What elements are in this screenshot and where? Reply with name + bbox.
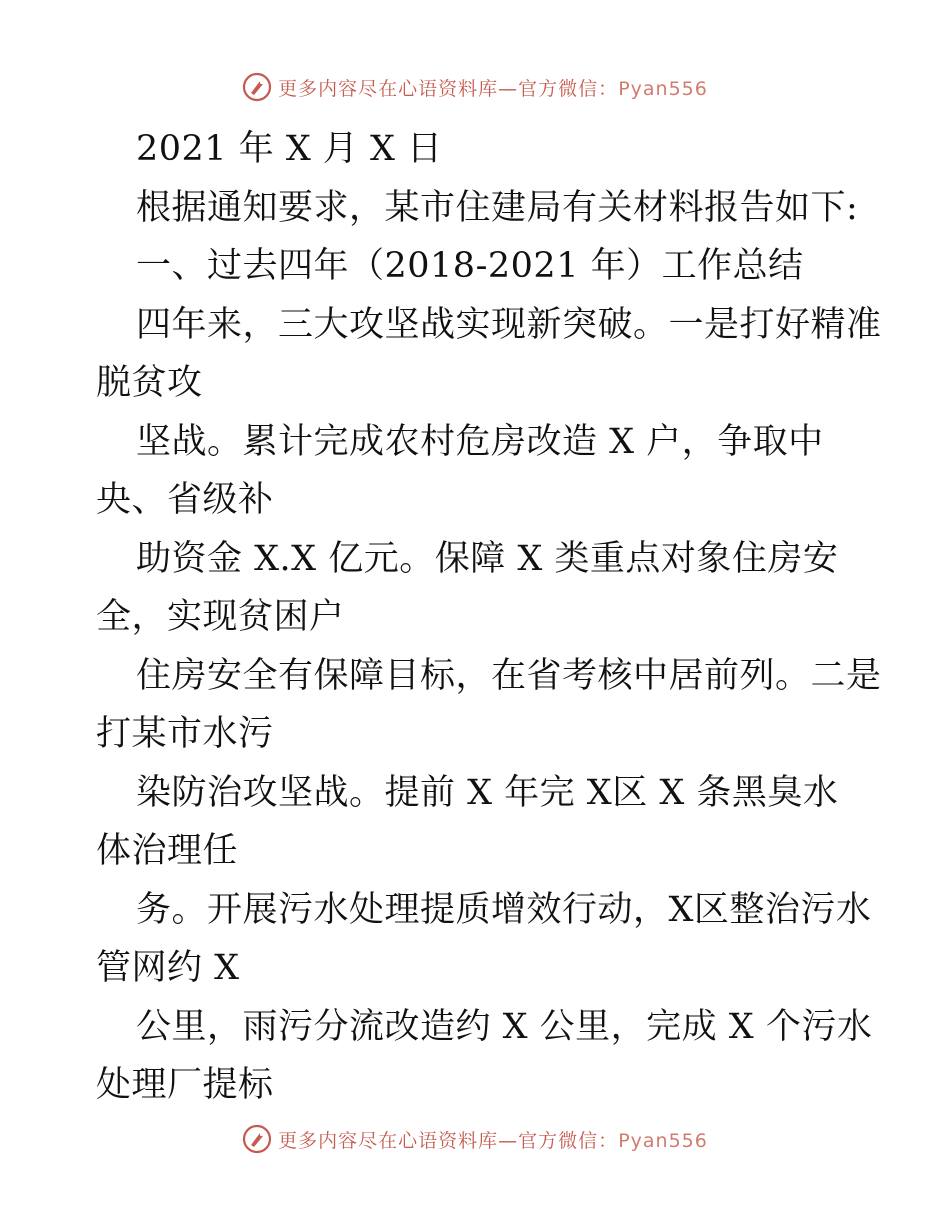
pen-nib-logo-icon: [242, 72, 272, 102]
document-line: 一、过去四年（2018-2021 年）工作总结: [136, 246, 804, 286]
document-line: 住房安全有保障目标，在省考核中居前列。二是: [136, 655, 882, 696]
document-line: 坚战。累计完成农村危房改造 X 户，争取中: [136, 421, 824, 462]
document-line: 染防治攻坚战。提前 X 年完 X区 X 条黑臭水: [136, 772, 839, 813]
watermark-title: 更多内容尽在心语资料库: [278, 1129, 499, 1152]
document-line: 打某市水污: [96, 714, 274, 754]
document-line: 管网约 X: [96, 948, 240, 988]
watermark-dash: —: [498, 1129, 519, 1152]
footer-watermark: [0, 1124, 950, 1154]
document-line: 处理厂提标: [96, 1065, 274, 1105]
document-line: 四年来，三大攻坚战实现新突破。一是打好精准: [136, 304, 882, 345]
header-watermark: [0, 72, 950, 102]
document-body: [96, 120, 882, 1115]
document-line: 全，实现贫困户: [96, 597, 345, 637]
document-line: 央、省级补: [96, 480, 274, 520]
document-line: 公里，雨污分流改造约 X 公里，完成 X 个污水: [136, 1006, 873, 1047]
watermark-dash: —: [498, 77, 519, 100]
document-line: 体治理任: [96, 831, 239, 871]
document-line: 助资金 X.X 亿元。保障 X 类重点对象住房安: [136, 538, 839, 579]
document-line: 脱贫攻: [96, 363, 203, 403]
watermark-handle: Pyan556: [618, 1129, 708, 1152]
watermark-text: [278, 74, 708, 101]
watermark-official: 官方微信：: [518, 1129, 619, 1152]
watermark-title: 更多内容尽在心语资料库: [278, 77, 499, 100]
watermark-text: [278, 1126, 708, 1153]
document-line: 务。开展污水处理提质增效行动，X区整治污水: [136, 889, 872, 930]
document-line: 2021 年 X 月 X 日: [136, 129, 443, 169]
pen-nib-logo-icon: [242, 1124, 272, 1154]
document-line: 根据通知要求，某市住建局有关材料报告如下:: [136, 187, 859, 228]
watermark-official: 官方微信：: [518, 77, 619, 100]
watermark-handle: Pyan556: [618, 77, 708, 100]
